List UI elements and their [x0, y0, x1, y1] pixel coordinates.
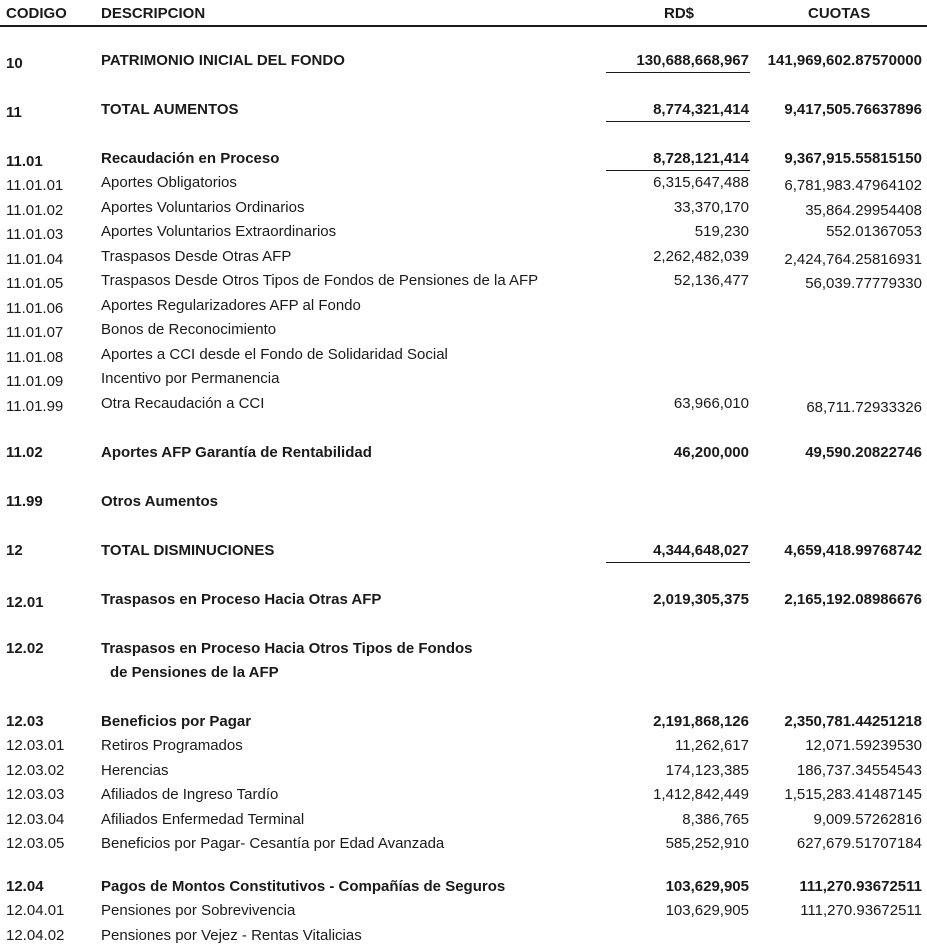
row-desc: Aportes a CCI desde el Fondo de Solidaridad Social: [101, 346, 448, 363]
row-rd: 8,728,121,414: [653, 150, 749, 167]
row-rd: 8,774,321,414: [653, 101, 749, 118]
row-code: 12.02: [6, 640, 44, 657]
row-total-disminuciones: [0, 542, 927, 564]
row-rd: 585,252,910: [665, 835, 749, 852]
row-code: 12.03: [6, 713, 44, 730]
row-code: 12.03.04: [6, 811, 65, 828]
row-desc: Pensiones por Sobrevivencia: [101, 902, 296, 919]
header-descripcion: DESCRIPCION: [101, 5, 206, 22]
row-desc: PATRIMONIO INICIAL DEL FONDO: [101, 52, 345, 69]
table-row: [0, 321, 927, 343]
row-pagos-montos-constitutivos: [0, 878, 927, 900]
row-cuotas: 186,737.34554543: [796, 762, 922, 779]
row-total-aumentos: [0, 101, 927, 123]
row-rd: 33,370,170: [673, 199, 749, 216]
row-code: 12.04: [6, 878, 44, 895]
row-cuotas: 68,711.72933326: [806, 399, 922, 416]
row-cuotas: 1,515,283.41487145: [784, 786, 922, 803]
row-rd: 4,344,648,027: [653, 542, 749, 559]
row-patrimonio-inicial: [0, 52, 927, 74]
row-desc: Otros Aumentos: [101, 493, 218, 510]
table-row: [0, 902, 927, 924]
row-desc: Beneficios por Pagar: [101, 713, 252, 730]
subtotal-underline: [606, 170, 750, 171]
row-desc: Pensiones por Vejez - Rentas Vitalicias: [101, 927, 362, 944]
row-desc: Traspasos Desde Otras AFP: [101, 248, 292, 265]
table-row: [0, 835, 927, 857]
row-rd: 2,191,868,126: [653, 713, 749, 730]
row-code: 11.01: [6, 153, 43, 170]
row-traspasos-otros-tipos: [0, 640, 927, 686]
row-rd: 52,136,477: [673, 272, 749, 289]
row-desc: Aportes Regularizadores AFP al Fondo: [101, 297, 361, 314]
row-recaudacion-proceso: [0, 150, 927, 172]
row-code: 12.03.02: [6, 762, 65, 779]
row-desc: Incentivo por Permanencia: [101, 370, 280, 387]
row-code: 11.01.09: [6, 373, 64, 390]
header-codigo: CODIGO: [6, 5, 67, 22]
row-cuotas: 9,417,505.76637896: [784, 101, 922, 118]
table-row: [0, 297, 927, 319]
row-code: 11.01.08: [6, 349, 64, 366]
row-cuotas: 9,009.57262816: [813, 811, 922, 828]
row-desc: Otra Recaudación a CCI: [101, 395, 265, 412]
row-code: 11.99: [6, 493, 43, 510]
row-desc-continuation: de Pensiones de la AFP: [110, 664, 279, 681]
row-code: 11.02: [6, 444, 43, 461]
row-desc: Aportes Voluntarios Ordinarios: [101, 199, 305, 216]
row-code: 12: [6, 542, 23, 559]
row-rd: 8,386,765: [682, 811, 749, 828]
row-desc: Aportes Obligatorios: [101, 174, 237, 191]
row-desc: Aportes Voluntarios Extraordinarios: [101, 223, 337, 240]
row-rd: 6,315,647,488: [653, 174, 749, 191]
row-rd: 174,123,385: [665, 762, 749, 779]
row-desc: Beneficios por Pagar- Cesantía por Edad Avanzada: [101, 835, 445, 852]
row-cuotas: 111,270.93672511: [800, 902, 922, 919]
subtotal-underline: [606, 562, 750, 563]
row-rd: 103,629,905: [665, 902, 749, 919]
subtotal-underline: [606, 72, 750, 73]
table-row: [0, 248, 927, 270]
row-code: 12.04.02: [6, 927, 65, 944]
row-cuotas: 35,864.29954408: [805, 202, 922, 219]
row-desc: Traspasos en Proceso Hacia Otros Tipos de Fondos: [101, 640, 473, 657]
row-code: 11: [6, 104, 22, 121]
row-code: 11.01.06: [6, 300, 64, 317]
row-cuotas: 9,367,915.55815150: [784, 150, 922, 167]
table-row: [0, 762, 927, 784]
row-rd: 1,412,842,449: [653, 786, 749, 803]
row-cuotas: 111,270.93672511: [799, 878, 922, 895]
row-cuotas: 2,424,764.25816931: [784, 251, 922, 268]
table-row: [0, 174, 927, 196]
row-cuotas: 6,781,983.47964102: [784, 177, 922, 194]
subtotal-underline: [606, 121, 750, 122]
row-rd: 2,019,305,375: [653, 591, 749, 608]
row-rd: 130,688,668,967: [636, 52, 749, 69]
row-rd: 63,966,010: [673, 395, 749, 412]
row-cuotas: 552.01367053: [826, 223, 922, 240]
table-row: [0, 811, 927, 833]
row-code: 10: [6, 55, 23, 72]
row-cuotas: 141,969,602.87570000: [767, 52, 922, 69]
table-row: [0, 199, 927, 221]
row-code: 12.01: [6, 594, 44, 611]
table-row: [0, 272, 927, 294]
row-rd: 519,230: [694, 223, 749, 240]
header-cuotas: CUOTAS: [808, 5, 871, 22]
row-code: 11.01.02: [6, 202, 64, 219]
table-row: [0, 737, 927, 759]
row-cuotas: 12,071.59239530: [805, 737, 922, 754]
row-cuotas: 2,165,192.08986676: [784, 591, 922, 608]
row-code: 12.04.01: [6, 902, 65, 919]
row-cuotas: 4,659,418.99768742: [784, 542, 922, 559]
row-rd: 103,629,905: [665, 878, 749, 895]
row-desc: Pagos de Montos Constitutivos - Compañías de Seguros: [101, 878, 506, 895]
row-cuotas: 627,679.51707184: [796, 835, 922, 852]
row-desc: TOTAL DISMINUCIONES: [101, 542, 275, 559]
row-desc: Afiliados de Ingreso Tardío: [101, 786, 279, 803]
row-desc: Afiliados Enfermedad Terminal: [101, 811, 305, 828]
table-header: [0, 0, 927, 27]
row-code: 11.01.04: [6, 251, 64, 268]
row-code: 11.01.03: [6, 226, 64, 243]
row-desc: Aportes AFP Garantía de Rentabilidad: [101, 444, 372, 461]
row-rd: 2,262,482,039: [653, 248, 749, 265]
row-beneficios-por-pagar: [0, 713, 927, 735]
row-desc: Herencias: [101, 762, 169, 779]
row-code: 11.01.05: [6, 275, 64, 292]
row-desc: Recaudación en Proceso: [101, 150, 280, 167]
table-row: [0, 395, 927, 417]
row-desc: Bonos de Reconocimiento: [101, 321, 277, 338]
row-aportes-garantia: [0, 444, 927, 466]
row-desc: TOTAL AUMENTOS: [101, 101, 239, 118]
table-row: [0, 927, 927, 944]
row-rd: 46,200,000: [673, 444, 749, 461]
row-code: 11.01.07: [6, 324, 64, 341]
row-code: 11.01.99: [6, 398, 64, 415]
table-row: [0, 786, 927, 808]
row-code: 12.03.03: [6, 786, 65, 803]
row-code: 12.03.05: [6, 835, 65, 852]
table-row: [0, 346, 927, 368]
table-row: [0, 223, 927, 245]
row-desc: Traspasos Desde Otros Tipos de Fondos de Pensiones de la AFP: [101, 272, 539, 289]
header-rd: RD$: [664, 5, 695, 22]
row-cuotas: 2,350,781.44251218: [784, 713, 922, 730]
row-code: 12.03.01: [6, 737, 65, 754]
row-rd: 11,262,617: [675, 737, 749, 754]
row-code: 11.01.01: [6, 177, 64, 194]
row-cuotas: 49,590.20822746: [805, 444, 922, 461]
row-desc: Traspasos en Proceso Hacia Otras AFP: [101, 591, 382, 608]
row-otros-aumentos: [0, 493, 927, 515]
row-desc: Retiros Programados: [101, 737, 243, 754]
row-traspasos-otras-afp: [0, 591, 927, 613]
row-cuotas: 56,039.77779330: [805, 275, 922, 292]
table-row: [0, 370, 927, 392]
